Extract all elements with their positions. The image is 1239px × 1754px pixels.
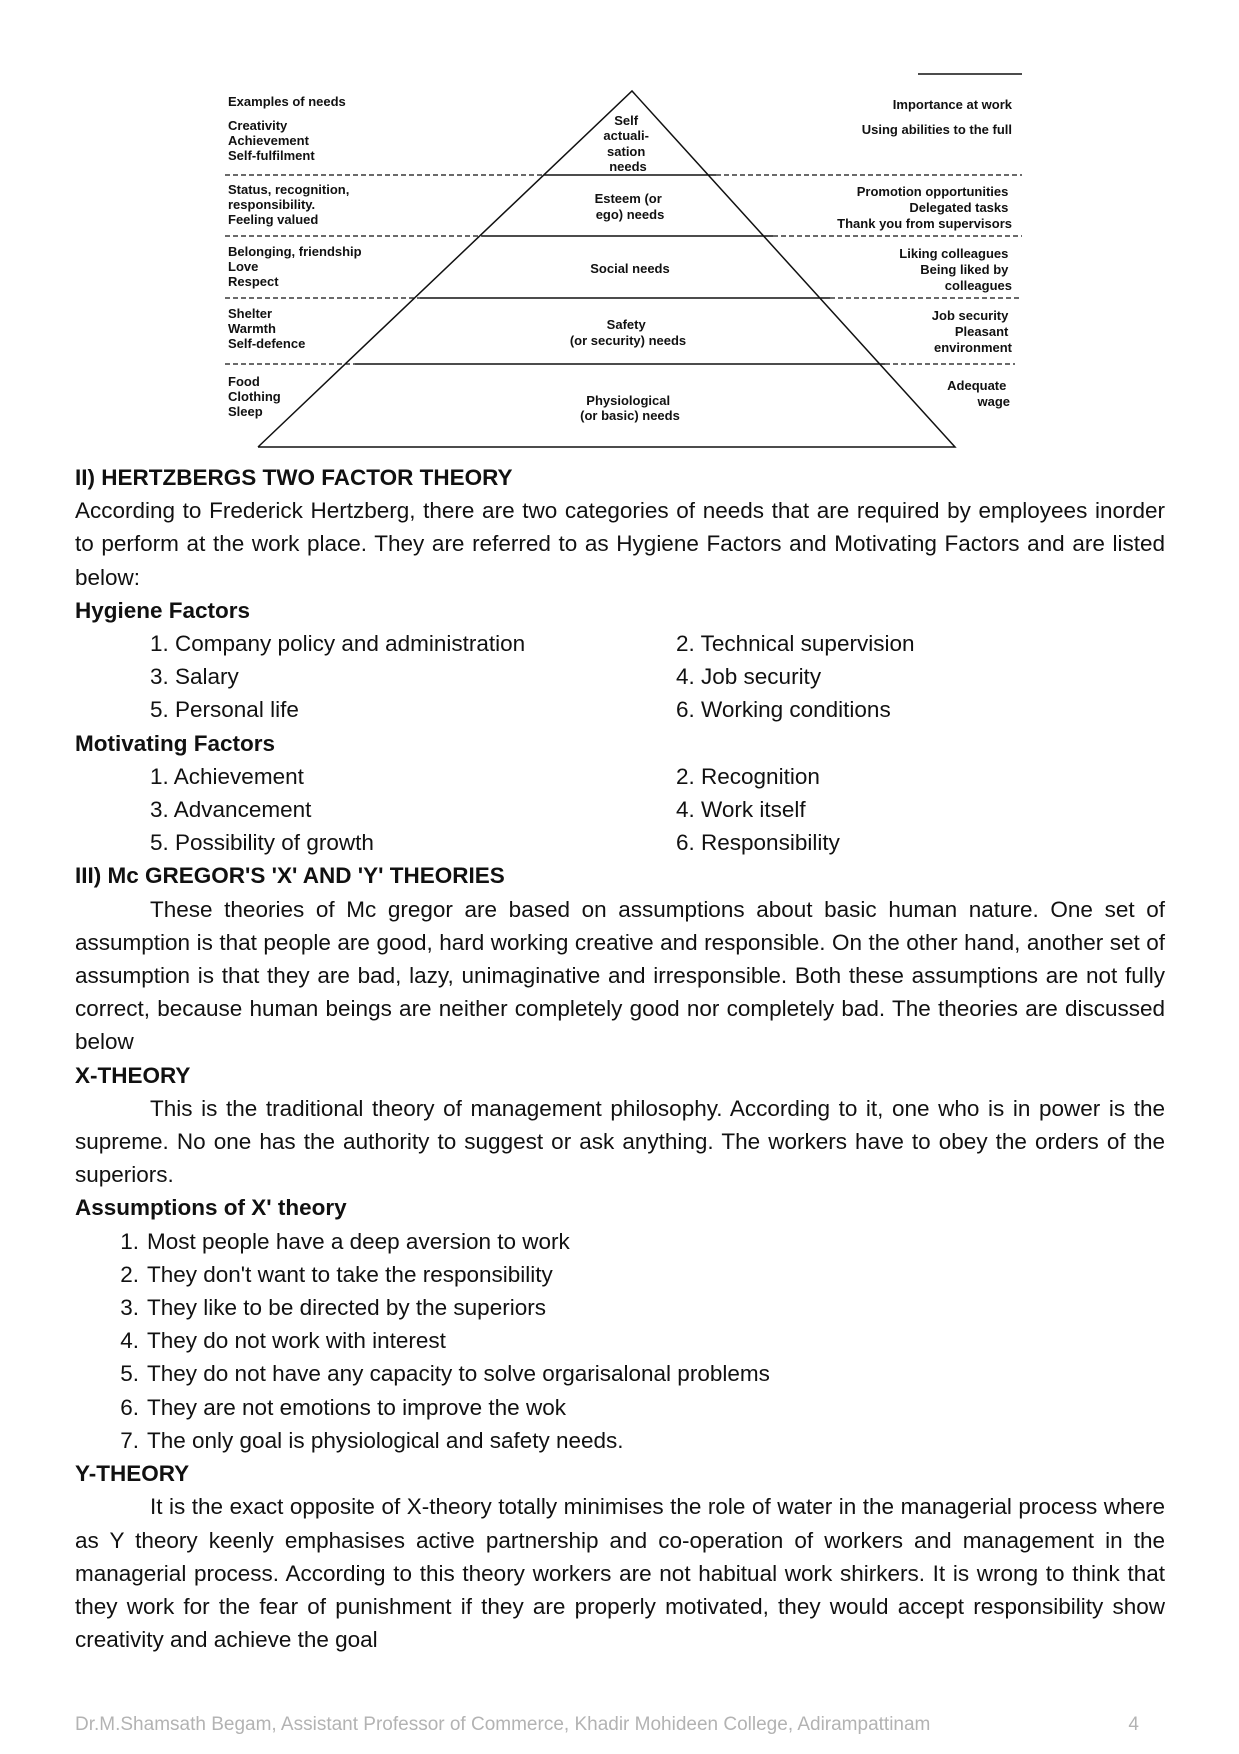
list-item: 6. Responsibility — [676, 830, 840, 856]
page-number: 4 — [1128, 1714, 1139, 1735]
y-theory-text: It is the exact opposite of X-theory totally minimises the role of water in the managerial process where as Y theory keenly emphasises active partnership and co-operation of workers and management in the managerial process. According to this theory workers are not habitual work shirkers. It is wrong to think that they work for the fear of punishment if they are properly motivated, they would accept responsibility show creativity and achieve the goal — [75, 1494, 1165, 1653]
list-item: 6. They are not emotions to improve the wok — [120, 1394, 566, 1420]
level-examples: Creativity Achievement Self-fulfilment — [228, 118, 315, 163]
level-examples: Shelter Warmth Self-defence — [228, 306, 306, 351]
x-theory-heading: X-THEORY — [75, 1062, 191, 1088]
x-assumptions-list — [75, 1225, 1165, 1457]
maslow-hierarchy-diagram — [0, 0, 1239, 460]
list-item: 1. Most people have a deep aversion to work — [120, 1228, 570, 1254]
list-item: 6. Working conditions — [676, 697, 891, 723]
level-label: Safety (or security) needs — [569, 317, 687, 348]
level-importance: Adequate wage — [947, 378, 1010, 409]
list-item: 3. They like to be directed by the superiors — [120, 1295, 546, 1321]
hertzberg-heading: II) HERTZBERGS TWO FACTOR THEORY — [75, 465, 513, 490]
hygiene-list — [75, 627, 1165, 727]
list-item: 3. Salary — [150, 664, 239, 690]
level-label: Physiological (or basic) needs — [580, 393, 680, 423]
level-importance: Job security Pleasant environment — [931, 308, 1012, 355]
motivating-list — [75, 760, 1165, 860]
level-label: Self actuali- sation needs — [603, 113, 649, 174]
level-label: Esteem (or ego) needs — [594, 191, 665, 222]
mcgregor-intro: These theories of Mc gregor are based on assumptions about basic human nature. One set of assumption is that people are good, hard working creative and responsible. On the other hand, another set of assumption is that they are bad, lazy, unimaginative and irresponsible. Both these assumptions are not fully correct, because human beings are neither completely good nor completely bad. The theories are discussed below — [75, 896, 1165, 1055]
mcgregor-heading: III) Mc GREGOR'S 'X' AND 'Y' THEORIES — [75, 863, 505, 889]
y-theory-heading: Y-THEORY — [75, 1461, 190, 1487]
list-item: 1. Company policy and administration — [150, 631, 526, 657]
list-item: 5. Possibility of growth — [150, 830, 374, 856]
right-header: Importance at work — [892, 97, 1012, 112]
level-examples: Belonging, friendship Love Respect — [228, 244, 362, 289]
level-examples: Status, recognition, responsibility. Feeling valued — [228, 182, 350, 227]
list-item: 4. Work itself — [676, 797, 806, 823]
hertzberg-intro: According to Frederick Hertzberg, there are two categories of needs that are required by employees inorder to perform at the work place. They are referred to as Hygiene Factors and Motivating Factors and are listed below: — [75, 498, 1165, 590]
list-item: 7. The only goal is physiological and safety needs. — [120, 1427, 624, 1453]
list-item: 4. They do not work with interest — [120, 1328, 446, 1354]
level-importance: Promotion opportunities Delegated tasks Thank you from supervisors — [837, 184, 1012, 231]
list-item: 2. They don't want to take the responsibility — [120, 1261, 553, 1287]
list-item: 5. Personal life — [150, 697, 299, 723]
hygiene-heading: Hygiene Factors — [75, 597, 251, 623]
list-item: 4. Job security — [676, 664, 822, 690]
level-importance: Liking colleagues Being liked by colleagues — [899, 246, 1012, 293]
footer-text: Dr.M.Shamsath Begam, Assistant Professor of Commerce, Khadir Mohideen College, Adirampattinam — [75, 1714, 931, 1735]
level-importance: Using abilities to the full — [861, 122, 1012, 137]
motivating-heading: Motivating Factors — [75, 730, 276, 756]
list-item: 2. Recognition — [676, 763, 820, 789]
list-item: 2. Technical supervision — [676, 631, 915, 657]
page-footer — [75, 1714, 1139, 1736]
list-item: 3. Advancement — [150, 797, 312, 823]
document-body — [75, 461, 1165, 1656]
level-label: Social needs — [590, 261, 670, 276]
left-header: Examples of needs — [228, 94, 346, 109]
x-assumptions-heading: Assumptions of X' theory — [75, 1195, 347, 1221]
list-item: 1. Achievement — [150, 763, 304, 789]
list-item: 5. They do not have any capacity to solve orgarisalonal problems — [120, 1361, 770, 1387]
level-examples: Food Clothing Sleep — [228, 374, 281, 419]
x-theory-text: This is the traditional theory of management philosophy. According to it, one who is in power is the supreme. No one has the authority to suggest or ask anything. The workers have to obey the orders of the superiors. — [75, 1095, 1165, 1188]
